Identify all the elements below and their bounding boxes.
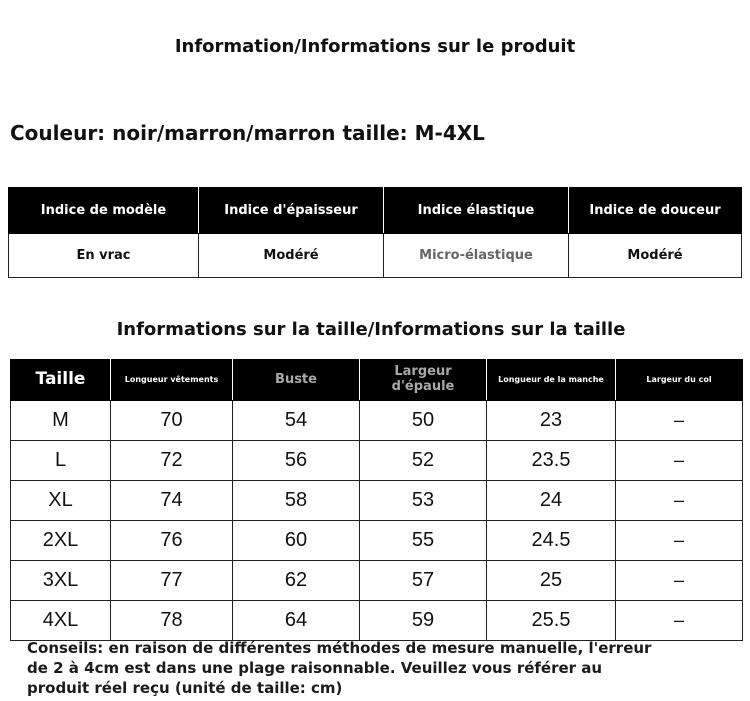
cell-sleeve-length: 24.5 <box>487 521 616 561</box>
cell-sleeve-length: 23.5 <box>487 441 616 481</box>
cell-garment-length: 76 <box>111 521 233 561</box>
index-header-row <box>9 188 742 234</box>
cell-shoulder-width: 53 <box>360 481 487 521</box>
header-bust: Buste <box>233 360 360 401</box>
product-index-table <box>8 187 742 278</box>
table-row <box>11 521 743 561</box>
cell-sleeve-length: 25.5 <box>487 601 616 641</box>
cell-garment-length: 72 <box>111 441 233 481</box>
value-model-index: En vrac <box>9 234 199 278</box>
table-row <box>11 401 743 441</box>
header-garment-length: Longueur vêtements <box>111 360 233 401</box>
cell-collar-width: – <box>616 601 743 641</box>
cell-collar-width: – <box>616 401 743 441</box>
cell-size: M <box>11 401 111 441</box>
cell-size: 4XL <box>11 601 111 641</box>
table-row <box>11 481 743 521</box>
cell-bust: 60 <box>233 521 360 561</box>
size-header-row <box>11 360 743 401</box>
cell-shoulder-width: 55 <box>360 521 487 561</box>
measurement-advice: Conseils: en raison de différentes méthodes de mesure manuelle, l'erreur de 2 à 4cm est dans une plage raisonnable. Veuillez vous référer au produit réel reçu (unité de taille: cm) <box>27 639 652 697</box>
cell-bust: 58 <box>233 481 360 521</box>
cell-shoulder-width: 57 <box>360 561 487 601</box>
cell-size: 2XL <box>11 521 111 561</box>
cell-garment-length: 74 <box>111 481 233 521</box>
cell-shoulder-width: 52 <box>360 441 487 481</box>
value-thickness-index: Modéré <box>199 234 384 278</box>
cell-collar-width: – <box>616 441 743 481</box>
cell-bust: 64 <box>233 601 360 641</box>
cell-collar-width: – <box>616 561 743 601</box>
header-sleeve-length: Longueur de la manche <box>487 360 616 401</box>
cell-garment-length: 70 <box>111 401 233 441</box>
header-model-index: Indice de modèle <box>9 188 199 234</box>
value-elastic-index: Micro-élastique <box>384 234 569 278</box>
cell-shoulder-width: 59 <box>360 601 487 641</box>
color-size-line: Couleur: noir/marron/marron taille: M-4XL <box>10 121 485 145</box>
cell-size: 3XL <box>11 561 111 601</box>
header-softness-index: Indice de douceur <box>569 188 742 234</box>
cell-size: XL <box>11 481 111 521</box>
cell-garment-length: 78 <box>111 601 233 641</box>
size-section-title: Informations sur la taille/Informations sur la taille <box>116 319 626 340</box>
header-shoulder-width: Largeur d'épaule <box>360 360 487 401</box>
cell-shoulder-width: 50 <box>360 401 487 441</box>
index-value-row <box>9 234 742 278</box>
cell-collar-width: – <box>616 521 743 561</box>
cell-sleeve-length: 23 <box>487 401 616 441</box>
cell-bust: 62 <box>233 561 360 601</box>
header-elastic-index: Indice élastique <box>384 188 569 234</box>
page-title: Information/Informations sur le produit <box>174 36 576 57</box>
table-row <box>11 561 743 601</box>
header-size: Taille <box>11 360 111 401</box>
header-thickness-index: Indice d'épaisseur <box>199 188 384 234</box>
cell-size: L <box>11 441 111 481</box>
cell-collar-width: – <box>616 481 743 521</box>
value-softness-index: Modéré <box>569 234 742 278</box>
table-row <box>11 441 743 481</box>
size-table <box>10 359 743 641</box>
cell-garment-length: 77 <box>111 561 233 601</box>
header-collar-width: Largeur du col <box>616 360 743 401</box>
cell-sleeve-length: 24 <box>487 481 616 521</box>
cell-bust: 56 <box>233 441 360 481</box>
table-row <box>11 601 743 641</box>
cell-sleeve-length: 25 <box>487 561 616 601</box>
cell-bust: 54 <box>233 401 360 441</box>
